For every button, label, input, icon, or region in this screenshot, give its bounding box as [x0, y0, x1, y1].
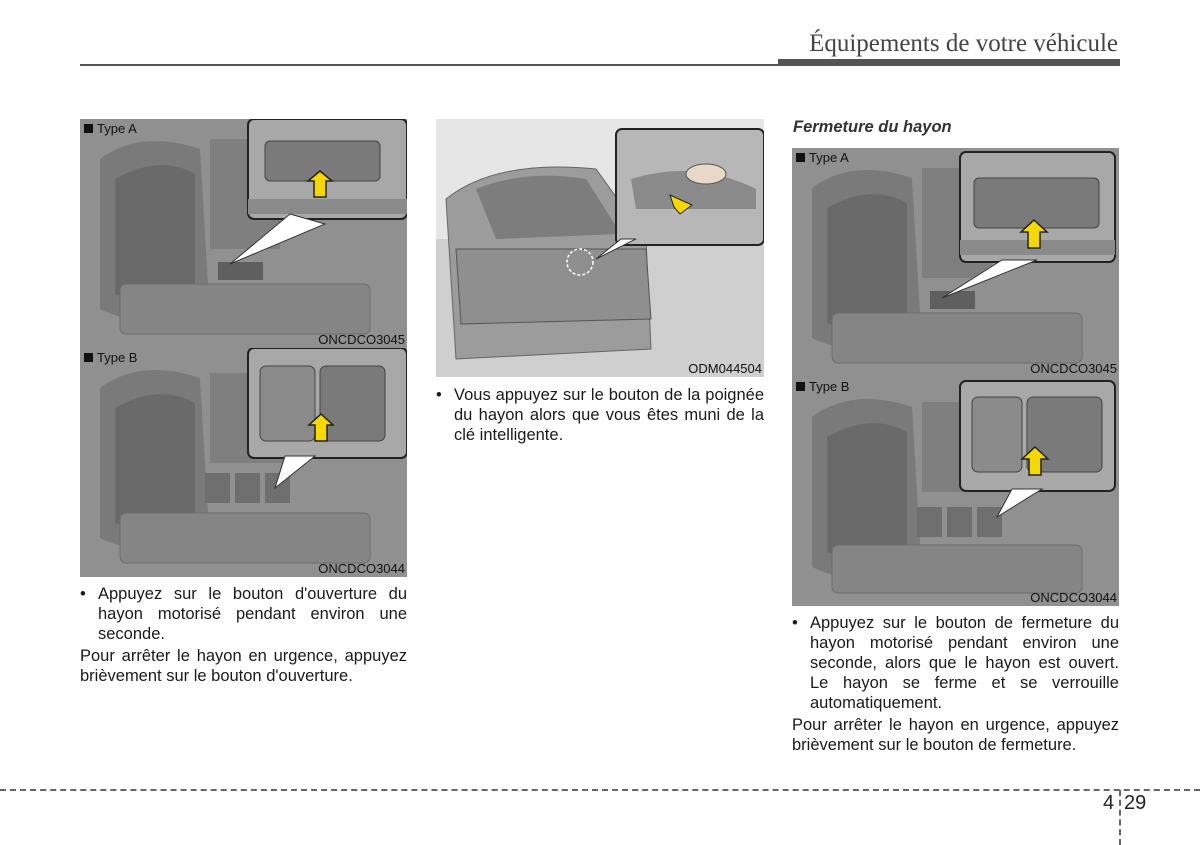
figure-type-b-open — [80, 348, 407, 577]
figure-code: ONCDCO3044 — [318, 561, 405, 576]
console-illustration — [792, 377, 1119, 606]
chapter-title: Équipements de votre véhicule — [809, 30, 1118, 57]
footer-divider — [0, 789, 1200, 791]
type-label: Type B — [84, 350, 137, 365]
console-illustration — [80, 119, 407, 348]
left-text — [80, 584, 407, 686]
figure-car-tailgate — [436, 119, 764, 377]
figure-code: ONCDCO3044 — [1030, 590, 1117, 605]
console-illustration — [792, 148, 1119, 377]
paragraph: Pour arrêter le hayon en urgence, appuyez brièvement sur le bouton de fermeture. — [792, 716, 1119, 754]
figure-type-a-close — [792, 148, 1119, 377]
figure-code: ONCDCO3045 — [318, 332, 405, 347]
figure-type-a-open — [80, 119, 407, 348]
list-item: • Appuyez sur le bouton de fermeture du hayon motorisé pendant environ une seconde, alors que le hayon est ouvert. Le hayon se ferme et se verrouille automatiquement. — [792, 614, 1119, 712]
page-number: 29 — [1124, 792, 1147, 814]
footer-vertical-divider — [1119, 790, 1121, 845]
header-rule-accent — [778, 59, 1120, 66]
middle-text — [436, 385, 764, 445]
right-text — [792, 613, 1119, 755]
list-item: • Vous appuyez sur le bouton de la poignée du hayon alors que vous êtes muni de la clé intelligente. — [436, 386, 764, 444]
chapter-number: 4 — [1103, 792, 1115, 814]
figure-code: ODM044504 — [688, 361, 762, 376]
section-heading: Fermeture du hayon — [793, 118, 952, 136]
type-label: Type B — [796, 379, 849, 394]
console-illustration — [80, 348, 407, 577]
type-label: Type A — [84, 121, 137, 136]
header-rule — [80, 64, 780, 66]
car-rear-illustration — [436, 119, 764, 377]
paragraph: Pour arrêter le hayon en urgence, appuyez brièvement sur le bouton d'ouverture. — [80, 647, 407, 685]
figure-type-b-close — [792, 377, 1119, 606]
figure-code: ONCDCO3045 — [1030, 361, 1117, 376]
type-label: Type A — [796, 150, 849, 165]
list-item: • Appuyez sur le bouton d'ouverture du hayon motorisé pendant environ une seconde. — [80, 585, 407, 643]
